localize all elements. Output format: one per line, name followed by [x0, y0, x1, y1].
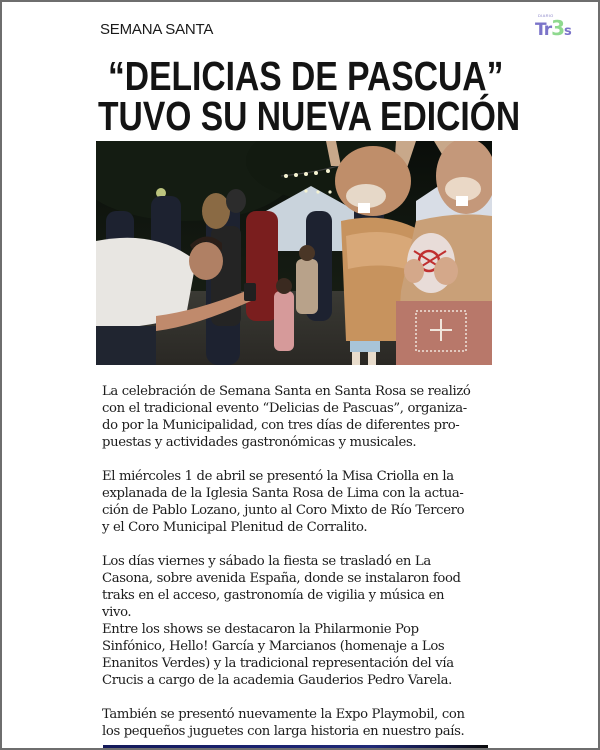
text-line: explanada de la Iglesia Santa Rosa de Lima con la actua-	[102, 486, 464, 501]
article-paragraph-1	[102, 383, 494, 451]
logo-wordmark	[535, 16, 571, 40]
logo-letters-tr: Tr	[535, 20, 552, 40]
photo-illustration	[96, 141, 492, 365]
text-line: puestas y actividades gastronómicas y musicales.	[102, 435, 417, 450]
article-paragraph-3	[102, 553, 494, 689]
article-paragraph-4	[102, 706, 494, 740]
text-line: vivo.	[102, 605, 132, 620]
text-line: Casona, sobre avenida España, donde se instalaron food	[102, 571, 461, 586]
text-line: do por la Municipalidad, con tres días de diferentes pro-	[102, 418, 460, 433]
article-paragraph-2	[102, 468, 494, 536]
text-line: y el Coro Municipal Plenitud de Corralito.	[102, 520, 368, 535]
text-line: ción de Pablo Lozano, junto al Coro Mixto de Río Tercero	[102, 503, 465, 518]
logo-small-text: DIARIO	[538, 13, 554, 18]
text-line: traks en el acceso, gastronomía de vigilia y música en	[102, 588, 445, 603]
article-photo	[96, 141, 492, 365]
headline-line-1: “DELICIAS DE PASCUA”	[108, 53, 504, 99]
second-photo-partial	[103, 745, 488, 750]
logo-digit-three: 3	[551, 16, 565, 40]
text-line: Crucis a cargo de la academia Gauderios Pedro Varela.	[102, 673, 452, 688]
headline-line-2: TUVO SU NUEVA EDICIÓN	[98, 93, 521, 139]
text-line: La celebración de Semana Santa en Santa Rosa se realizó	[102, 384, 471, 399]
text-line: Enanitos Verdes) y la tradicional representación del vía	[102, 656, 454, 671]
text-line: Los días viernes y sábado la fiesta se trasladó en La	[102, 554, 431, 569]
text-line: Entre los shows se destacaron la Philarmonie Pop	[102, 622, 419, 637]
section-label: SEMANA SANTA	[100, 21, 214, 38]
text-line: con el tradicional evento “Delicias de Pascuas”, organiza-	[102, 401, 467, 416]
text-line: También se presentó nuevamente la Expo Playmobil, con	[102, 707, 465, 722]
text-line: Sinfónico, Hello! García y Marcianos (homenaje a Los	[102, 639, 445, 654]
diario-tres-logo	[530, 10, 580, 42]
logo-letter-s: s	[564, 24, 571, 39]
text-line: El miércoles 1 de abril se presentó la Misa Criolla en la	[102, 469, 454, 484]
text-line: los pequeños juguetes con larga historia en nuestro país.	[102, 724, 465, 739]
